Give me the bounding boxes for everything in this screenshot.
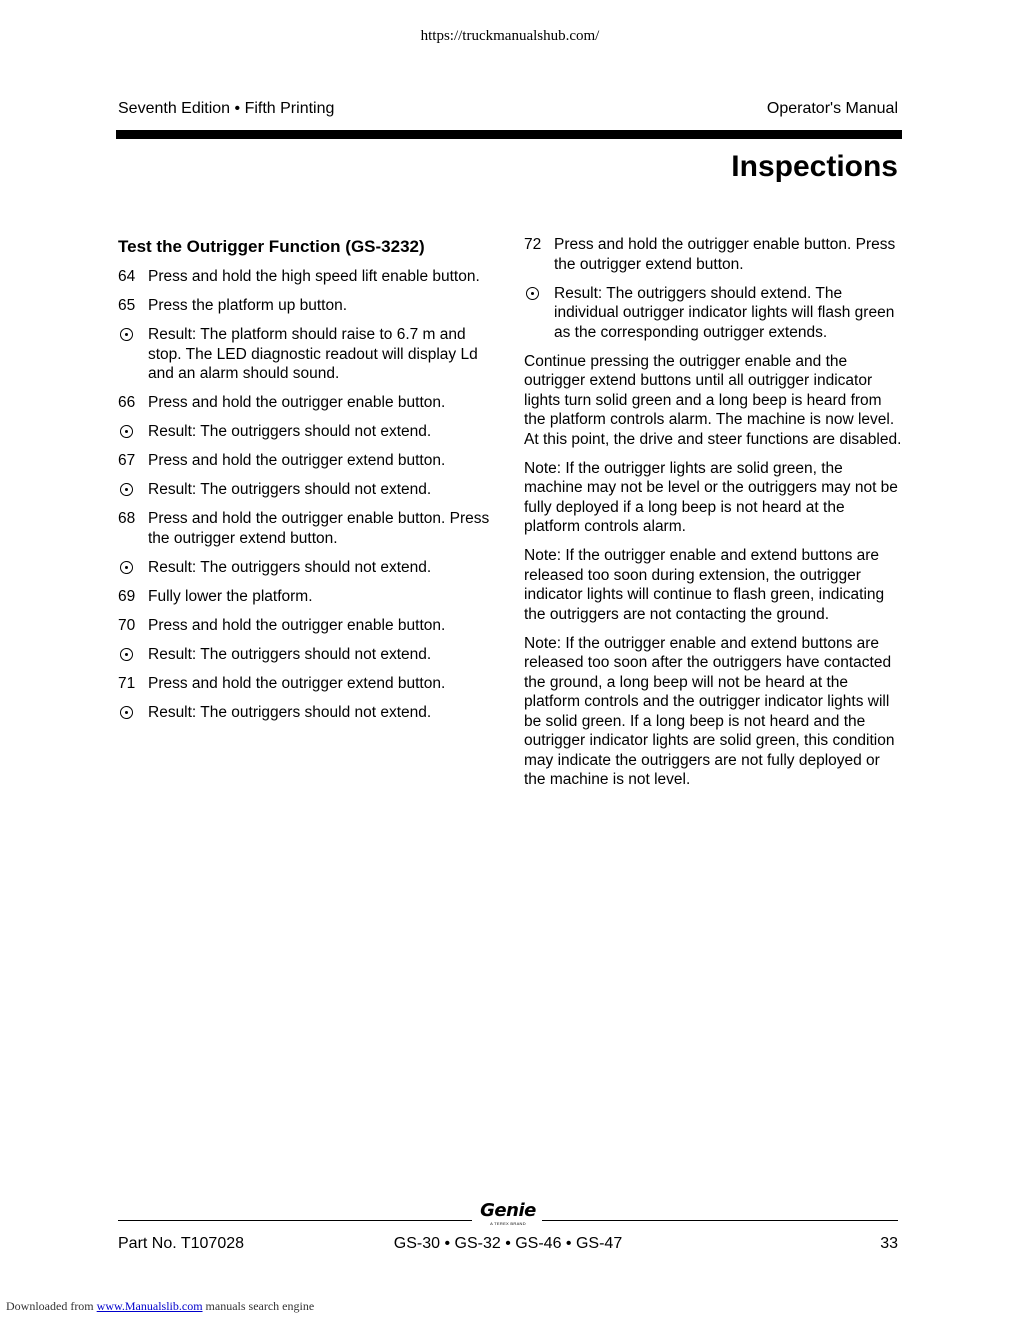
footer-rule-left xyxy=(118,1220,472,1221)
step-item xyxy=(118,296,498,316)
result-icon-cell xyxy=(524,284,554,343)
step-item xyxy=(118,451,498,471)
header-rule xyxy=(116,130,902,139)
body-paragraph: Note: If the outrigger lights are solid green, the machine may not be level or the outriggers may not be fully deployed if a long beep is not heard at the platform controls alarm. xyxy=(524,459,898,535)
result-icon-cell xyxy=(118,703,148,723)
step-item xyxy=(118,509,498,548)
result-target-icon xyxy=(526,287,539,300)
step-item xyxy=(118,674,498,694)
step-text: Fully lower the platform. xyxy=(148,587,313,605)
footer-rule-right xyxy=(542,1220,898,1221)
step-number: 69 xyxy=(118,587,136,605)
result-text: Result: The platform should raise to 6.7 m and stop. The LED diagnostic readout will display Ld and an alarm should sound. xyxy=(148,326,478,382)
result-item xyxy=(524,284,904,343)
result-text: Result: The outriggers should not extend. xyxy=(148,645,432,663)
download-suffix: manuals search engine xyxy=(205,1299,315,1313)
result-text: Result: The outriggers should not extend. xyxy=(148,423,432,440)
result-item xyxy=(118,480,498,500)
result-item xyxy=(118,325,498,384)
manualslib-link[interactable]: www.Manualslib.com xyxy=(96,1299,203,1313)
result-item xyxy=(118,422,498,442)
result-icon-cell xyxy=(118,645,148,665)
step-text: Press and hold the high speed lift enable button. xyxy=(148,268,480,285)
step-text: Press and hold the outrigger enable button. xyxy=(148,394,446,411)
step-number: 67 xyxy=(118,452,136,469)
result-target-icon xyxy=(120,483,133,496)
body-paragraph: Continue pressing the outrigger enable and the outrigger extend buttons until all outrigger indicator lights turn solid green and a long beep is heard from the platform controls alarm. The machine is now level. At this point, the drive and steer functions are disabled. xyxy=(524,352,902,448)
step-text: Press and hold the outrigger extend button. xyxy=(148,674,446,692)
body-paragraph: Note: If the outrigger enable and extend buttons are released too soon after the outriggers have contacted the ground, a long beep will not be heard at the platform controls and the outrigger indicator lights will be solid green. If a long beep is not heard and the outrigger indicator lights are solid green, this condition may indicate the outriggers are not fully deployed or the machine is not level. xyxy=(524,634,895,788)
result-target-icon xyxy=(120,706,133,719)
page-number: 33 xyxy=(880,1235,898,1252)
result-item xyxy=(118,703,498,723)
result-target-icon xyxy=(120,328,133,341)
step-text: Press and hold the outrigger enable button. xyxy=(148,616,446,634)
result-item xyxy=(118,558,498,578)
result-text: Result: The outriggers should extend. The individual outrigger indicator lights will flash green as the corresponding outrigger extends. xyxy=(554,284,895,341)
result-item xyxy=(118,645,498,665)
download-note xyxy=(6,1299,314,1314)
result-text: Result: The outriggers should not extend. xyxy=(148,558,432,576)
result-text: Result: The outriggers should not extend. xyxy=(148,481,432,498)
step-number: 66 xyxy=(118,394,136,411)
logo-word: Genie xyxy=(480,1200,536,1221)
download-prefix: Downloaded from xyxy=(6,1299,94,1313)
header-edition: Seventh Edition • Fifth Printing xyxy=(118,100,335,117)
result-icon-cell xyxy=(118,422,148,442)
footer-models: GS-30 • GS-32 • GS-46 • GS-47 xyxy=(393,1235,623,1252)
left-step-list xyxy=(118,267,498,722)
genie-logo xyxy=(476,1201,540,1226)
result-text: Result: The outriggers should not extend. xyxy=(148,703,432,721)
step-number: 70 xyxy=(118,616,136,634)
right-paragraphs xyxy=(524,352,904,790)
step-text: Press the platform up button. xyxy=(148,297,348,314)
result-icon-cell xyxy=(118,325,148,384)
step-number: 64 xyxy=(118,268,136,285)
body-paragraph: Note: If the outrigger enable and extend buttons are released too soon during extension, the outrigger indicator lights will continue to flash green, indicating the outriggers are not contacting the ground. xyxy=(524,547,885,623)
step-text: Press and hold the outrigger enable button. Press the outrigger extend button. xyxy=(554,236,896,273)
step-number: 68 xyxy=(118,510,136,527)
step-item xyxy=(118,616,498,636)
step-item xyxy=(118,393,498,413)
result-target-icon xyxy=(120,648,133,661)
step-text: Press and hold the outrigger enable button. Press the outrigger extend button. xyxy=(148,510,490,547)
right-step-list xyxy=(524,235,904,342)
step-number: 72 xyxy=(524,236,542,253)
step-item xyxy=(524,235,904,274)
left-column xyxy=(118,236,498,732)
step-item xyxy=(118,267,498,287)
step-number: 65 xyxy=(118,297,136,314)
subheading: Test the Outrigger Function (GS-3232) xyxy=(118,237,425,256)
header-manual-title: Operator's Manual xyxy=(766,100,898,117)
result-icon-cell xyxy=(118,480,148,500)
step-item xyxy=(118,587,498,607)
right-column xyxy=(524,235,904,799)
step-text: Press and hold the outrigger extend button. xyxy=(148,452,446,469)
result-target-icon xyxy=(120,425,133,438)
top-url: https://truckmanualshub.com/ xyxy=(420,28,600,44)
logo-tagline: A TEREX BRAND xyxy=(490,1221,526,1226)
footer-part-number: Part No. T107028 xyxy=(118,1235,245,1252)
result-target-icon xyxy=(120,561,133,574)
section-title: Inspections xyxy=(731,150,898,183)
step-number: 71 xyxy=(118,674,136,692)
result-icon-cell xyxy=(118,558,148,578)
